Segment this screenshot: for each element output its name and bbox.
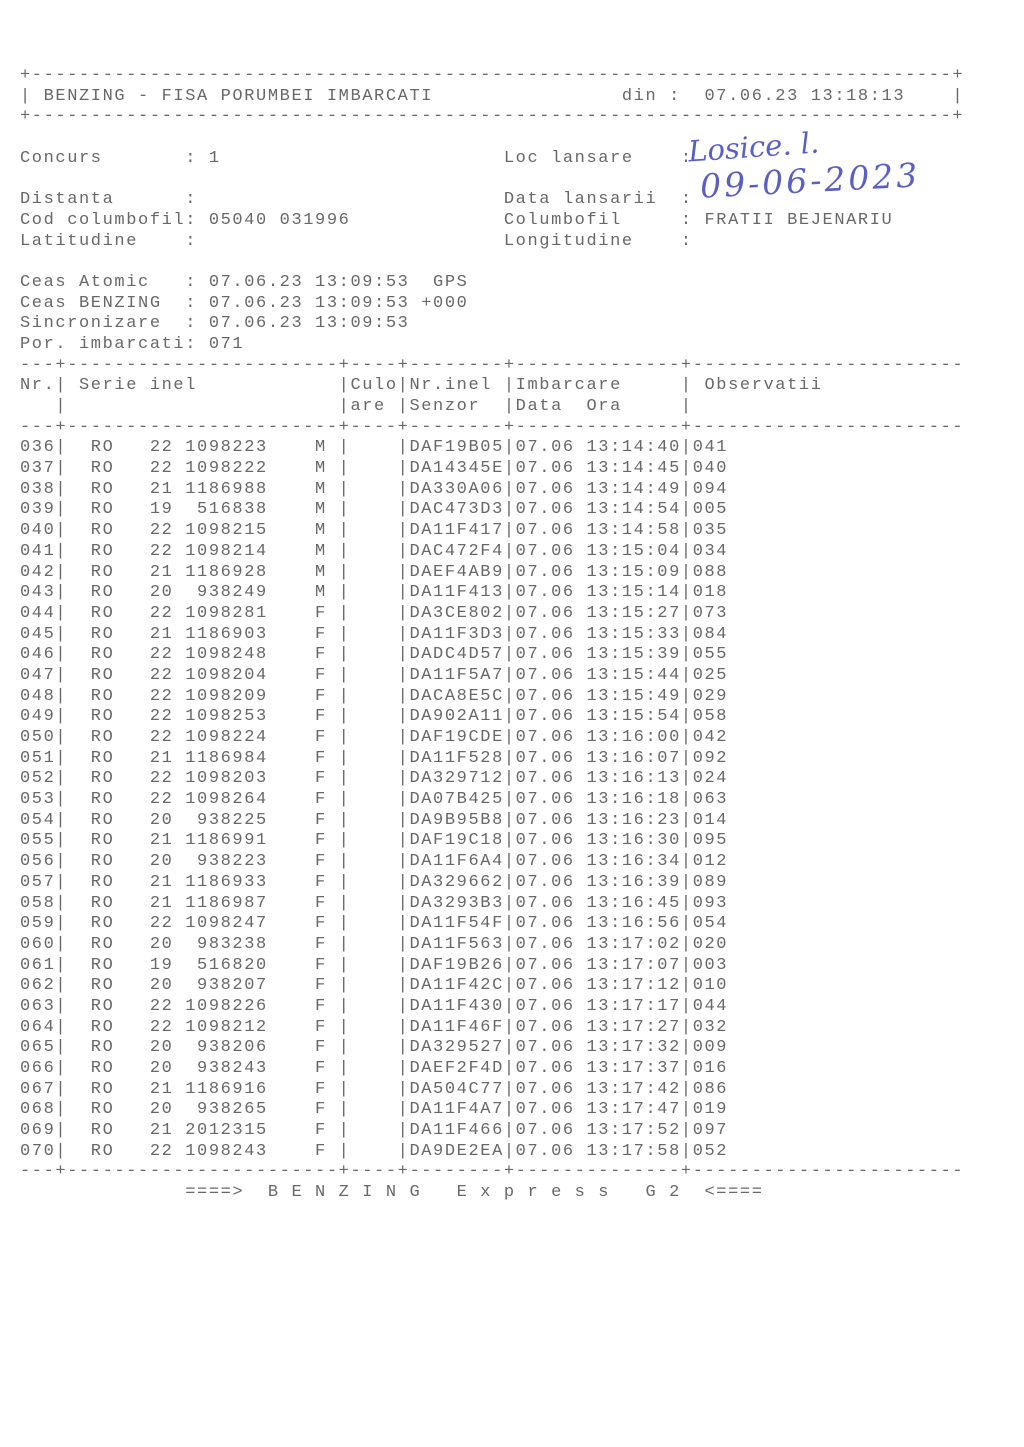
- blank-line: [20, 252, 964, 273]
- table-row: 039| RO 19 516838 M | |DAC473D3|07.06 13:14:54|005: [20, 500, 729, 520]
- table-row: 038| RO 21 1186988 M | |DA330A06|07.06 13:14:49|094: [20, 479, 729, 499]
- table-header-line: | |are |Senzor |Data Ora |: [20, 397, 693, 416]
- report-text-body: [20, 66, 964, 1204]
- table-row: 042| RO 21 1186928 M | |DAEF4AB9|07.06 13:15:09|088: [20, 562, 729, 582]
- table-row: 048| RO 22 1098209 F | |DACA8E5C|07.06 13:15:49|029: [20, 686, 729, 706]
- table-row: 041| RO 22 1098214 M | |DAC472F4|07.06 13:15:04|034: [20, 541, 729, 561]
- table-row: 055| RO 21 1186991 F | |DAF19C18|07.06 13:16:30|095: [20, 831, 729, 851]
- report-title-line: | BENZING - FISA PORUMBEI IMBARCATI din : 07.06.23 13:18:13 |: [20, 86, 965, 106]
- table-row: 064| RO 22 1098212 F | |DA11F46F|07.06 13:17:27|032: [20, 1017, 729, 1037]
- clock-line: Ceas Atomic : 07.06.23 13:09:53 GPS: [20, 272, 469, 292]
- table-row: 050| RO 22 1098224 F | |DAF19CDE|07.06 13:16:00|042: [20, 728, 729, 747]
- footer-line: ====> B E N Z I N G E x p r e s s G 2 <====: [20, 1183, 764, 1203]
- border-line: +------------------------------------------------------------------------------+: [20, 107, 965, 127]
- table-row: 066| RO 20 938243 F | |DAEF2F4D|07.06 13:17:37|016: [20, 1059, 729, 1078]
- table-separator: ---+-----------------------+----+--------+--------------+-----------------------: [20, 355, 965, 375]
- clock-line: Por. imbarcati: 071: [20, 334, 245, 354]
- table-row: 047| RO 22 1098204 F | |DA11F5A7|07.06 13:15:44|025: [20, 665, 729, 685]
- table-row: 068| RO 20 938265 F | |DA11F4A7|07.06 13:17:47|019: [20, 1100, 729, 1120]
- table-row: 043| RO 20 938249 M | |DA11F413|07.06 13:15:14|018: [20, 583, 729, 603]
- table-header-line: Nr.| Serie inel |Culo|Nr.inel |Imbarcare | Observatii: [20, 376, 823, 396]
- table-separator: ---+-----------------------+----+--------+--------------+-----------------------: [20, 417, 965, 437]
- table-row: 052| RO 22 1098203 F | |DA329712|07.06 13:16:13|024: [20, 769, 729, 789]
- border-line: +------------------------------------------------------------------------------+: [20, 66, 965, 85]
- table-row: 060| RO 20 983238 F | |DA11F563|07.06 13:17:02|020: [20, 934, 729, 954]
- table-row: 058| RO 21 1186987 F | |DA3293B3|07.06 13:16:45|093: [20, 893, 729, 913]
- table-row: 069| RO 21 2012315 F | |DA11F466|07.06 13:17:52|097: [20, 1121, 729, 1141]
- table-row: 053| RO 22 1098264 F | |DA07B425|07.06 13:16:18|063: [20, 790, 729, 810]
- blank-line: [20, 128, 964, 149]
- table-row: 036| RO 22 1098223 M | |DAF19B05|07.06 13:14:40|041: [20, 438, 729, 458]
- handwritten-date-text: 09-06-2023: [699, 155, 922, 206]
- table-row: 054| RO 20 938225 F | |DA9B95B8|07.06 13:16:23|014: [20, 810, 729, 830]
- table-row: 044| RO 22 1098281 F | |DA3CE802|07.06 13:15:27|073: [20, 603, 729, 623]
- table-row: 051| RO 21 1186984 F | |DA11F528|07.06 13:16:07|092: [20, 748, 729, 768]
- table-row: 061| RO 19 516820 F | |DAF19B26|07.06 13:17:07|003: [20, 955, 729, 975]
- table-row: 040| RO 22 1098215 M | |DA11F417|07.06 13:14:58|035: [20, 521, 729, 541]
- info-line: Distanta : Data lansarii :: [20, 190, 705, 210]
- table-row: 037| RO 22 1098222 M | |DA14345E|07.06 13:14:45|040: [20, 459, 729, 479]
- handwritten-location-text: Losice. l.: [686, 125, 821, 169]
- info-line: Concurs : 1 Loc lansare :: [20, 148, 705, 168]
- table-row: 063| RO 22 1098226 F | |DA11F430|07.06 13:17:17|044: [20, 996, 729, 1016]
- clock-line: Sincronizare : 07.06.23 13:09:53: [20, 314, 410, 334]
- table-row: 062| RO 20 938207 F | |DA11F42C|07.06 13:17:12|010: [20, 976, 729, 996]
- table-row: 067| RO 21 1186916 F | |DA504C77|07.06 13:17:42|086: [20, 1079, 729, 1099]
- table-row: 045| RO 21 1186903 F | |DA11F3D3|07.06 13:15:33|084: [20, 624, 729, 644]
- table-row: 065| RO 20 938206 F | |DA329527|07.06 13:17:32|009: [20, 1038, 729, 1058]
- table-row: 049| RO 22 1098253 F | |DA902A11|07.06 13:15:54|058: [20, 707, 729, 727]
- table-separator: ---+-----------------------+----+--------+--------------+-----------------------: [20, 1162, 965, 1182]
- table-row: 070| RO 22 1098243 F | |DA9DE2EA|07.06 13:17:58|052: [20, 1141, 729, 1161]
- info-line: Cod columbofil: 05040 031996 Columbofil : FRATII BEJENARIU: [20, 210, 894, 230]
- table-row: 057| RO 21 1186933 F | |DA329662|07.06 13:16:39|089: [20, 872, 729, 892]
- table-row: 046| RO 22 1098248 F | |DADC4D57|07.06 13:15:39|055: [20, 645, 729, 665]
- clock-line: Ceas BENZING : 07.06.23 13:09:53 +000: [20, 293, 469, 313]
- info-line: Latitudine : Longitudine :: [20, 231, 705, 251]
- blank-line: [20, 169, 964, 190]
- table-row: 059| RO 22 1098247 F | |DA11F54F|07.06 13:16:56|054: [20, 914, 729, 934]
- table-row: 056| RO 20 938223 F | |DA11F6A4|07.06 13:16:34|012: [20, 852, 729, 872]
